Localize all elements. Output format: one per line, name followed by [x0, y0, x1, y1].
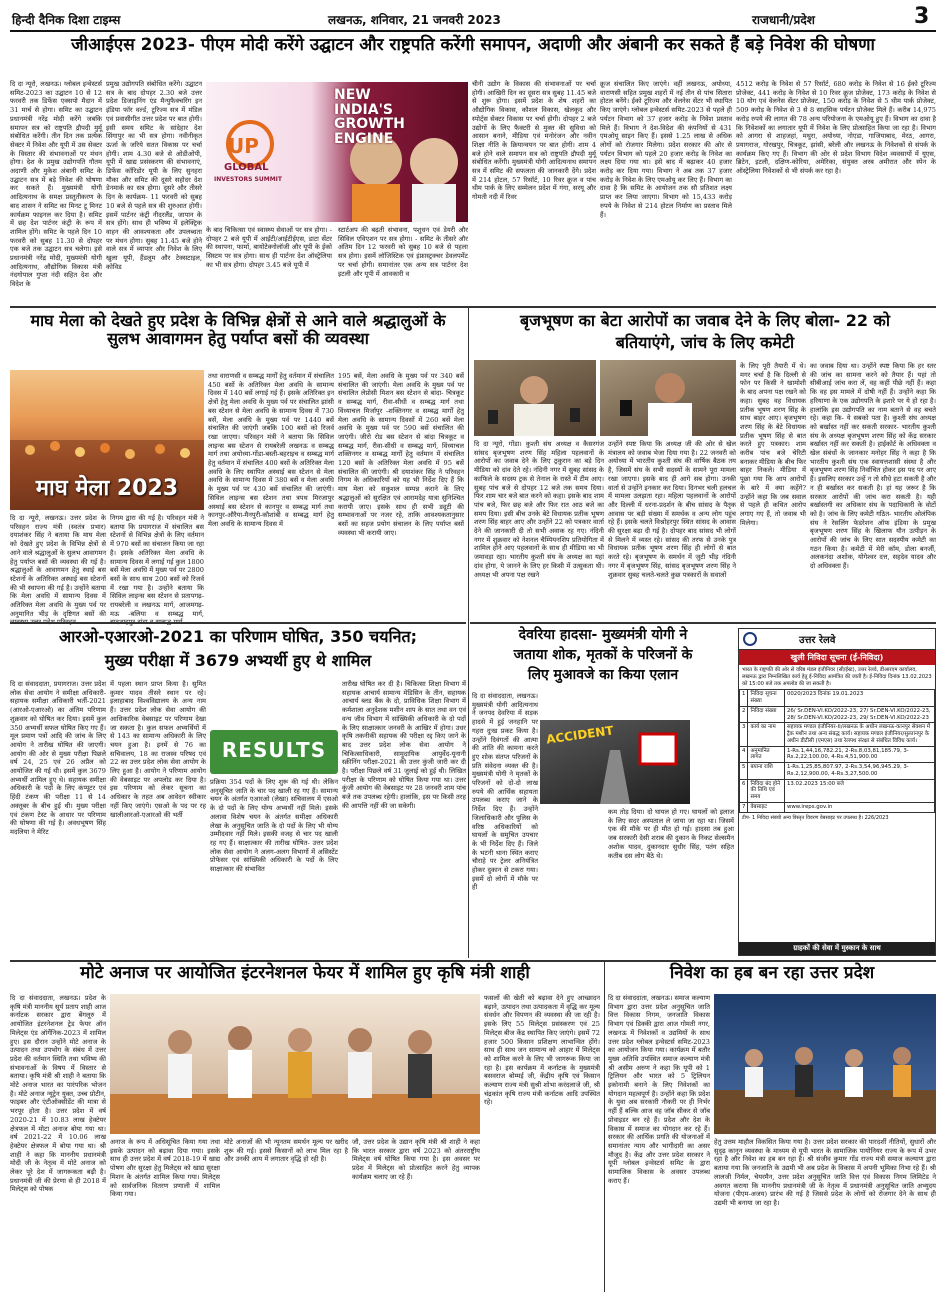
story3-column-1: दि दा न्यूरो, गोंडा। कुश्ती संघ अध्यक्ष व कैसरगंज सांसद बृजभूषण शरण सिंह महिला पहलवानों के आरोपों का जवाब देने के लिए ठ्रकुरान का बड़े दिन मीडिया को दांव देते रहे। नंदिनी नगर में सुबह सांसद के काफिले के सदस्य ट्रक से तेनाल के रास्ते में टीम आए। सुबह पांच बजे से दोपहर 12 बजे तक समय दिया। फिर शाम चार बजे बात करने को कहा। इसके बाद शाम पांच बजे, फिर छह बजे और फिर रात आठ बजे का समय दिया। इसी बीच उनके बेटे विधायक प्रतीक भूषण शरण सिंह बाहर आए और उन्होंने 22 को पत्रकार वार्ता देने की जानकारी दी तो सभी अवाक रह गए। नंदिनी नगर में शुक्रवार को नेशनल चैम्पियनशिप प्रतियोगिता में शामिल होने आए पहलवानों के साथ ही मीडिया का भी जमावड़ा रहा। भारतीय कुश्ती संघ के अध्यक्ष का यहां दांव होगा, ये जानने के लिए हर किसी में उत्सुकता थी। अध्यक्ष भी अपना पक्ष रखने	[474, 440, 604, 579]
section-name: राजधानी/प्रदेश	[752, 13, 815, 27]
story1-under-banner-2: स्टार्टअप की बढ़ती संभावना, पशुधन एवं डेयरी और सिविल एविएशन पर सत्र होगा। - समिट के तीसरे और अंतिम दिन 12 फरवरी को सुबह 10 बजे से पहला सत्र होगा। इसमें लॉजिस्टिक एवं इंफ्रास्ट्रक्चर डेवलपमेंट पर चर्चा होगी। समानांतर एक अन्य सत्र पार्टनर देश इटली और यूपी में आवकारी व	[338, 226, 468, 278]
tender-cell-value: 1-Rs.1,25,85,807.97, 2-Rs.3,54,96,945.29, 3-Rs.2,12,900.00, 4-Rs.3,27,500.00	[784, 763, 934, 780]
millet-fair-photo	[110, 994, 480, 1134]
story6-column-5: फसलों की खेती को बढ़ावा देने हुए आच्छादन बढ़ाने, उत्पादन तथा उत्पादकता में वृद्धि कर मूल्य संवर्धन और विपणन की व्यवस्था की जा रही है। इसके लिए 55 मिलेट्स प्रसंस्करण एवं 25 मिलेट्स बीज केंद्र स्थापित किए जाएंगे। इसमें 72 हजार 500 किसान प्रशिक्षण लाभान्वित होंगे। साथ ही साथ जन सामान्य को आहार में मिलेट्स को शामिल करने के लिए भी जागरूक किया जा रहा है। इस कार्यक्रम में कर्नाटक के मुख्यमंत्री बसवराज बोम्मई जी, केंद्रीय कृषि एवं किसान कल्याण राज्य मंत्री सुश्री शोभा करंदलाजे जी, श्री चंद्रकांत कृषि राज्य मंत्री कर्नाटक आदि उपस्थित रहे।	[484, 994, 600, 1107]
tender-cell-value: 1-Rs.1,44,16,782.21, 2-Rs.8,03,81,185.79, 3-Rs.2,22,100.00, 4-Rs.4,51,900.00	[784, 746, 934, 763]
tender-cell-label: निविदा संख्या	[748, 706, 785, 723]
brijbhushan-photo-2	[600, 360, 736, 436]
tender-cell-label: निविदा बंद होने की तिथि एवं समय	[748, 779, 785, 802]
story4-column-1: दि दा संवाददाता, प्रयागराज। उत्तर प्रदेश लोक सेवा आयोग ने समीक्षा अधिकारी-सहायक समीक्षा अधिकारी भर्ती-2021 (आरओ-एआरओ) का अंतिम परिणाम शुक्रवार को घोषित कर दिया। इसमें कुल 350 अभ्यर्थी सफल घोषित किए गए हैं। मूल प्रमाण पत्रों आदि की जांच के लिए आयोग ने तारीख घोषित की जाएगी। आयोग की ओर से मुख्य परीक्षा पिछले वर्ष 24, 25 एवं 26 अप्रैल को आयोजित की गई थी। इसमें कुल 3679 अभ्यर्थी शामिल हुए थे। सहायक समीक्षा अधिकारी के पदों के लिए कंप्यूटर एवं हिंदी टंकण की परीक्षा 11 से 14 अक्तूबर के बीच हुई थी। मुख्य परीक्षा एवं टंकण टेस्ट के आधार पर परिणाम की घोषणा की गई है। अवधभूषण सिंह मदलिया ने मेरिट	[10, 680, 106, 836]
tender-cell-value: 0020/2023 दिनांक 19.01.2023	[784, 690, 934, 707]
story3-headline-line1: बृजभूषण का बेटा आरोपों का जवाब देने के लिए बोला- 22 को	[520, 311, 890, 330]
vertical-divider-bottom	[604, 962, 605, 1292]
summit-logo-investors: INVESTORS SUMMIT	[214, 176, 283, 183]
accident-graphic	[540, 720, 690, 804]
magh-mela-caption: माघ मेला 2023	[35, 476, 179, 501]
divider-story3	[470, 622, 936, 624]
tender-slogan: ग्राहकों की सेवा में मुस्कान के साथ	[739, 942, 935, 955]
story4-headline-line1: आरओ-एआरओ-2021 का परिणाम घोषित, 350 चयनित;	[58, 627, 418, 646]
tender-row	[740, 690, 935, 707]
tender-table	[739, 689, 935, 812]
story1-under-banner-1: के बाद चिकित्सा एवं स्वास्थ्य सेवाओं पर सत्र होगा। - दोपहर 2 बजे यूपी में आईटी/आईटीईएस, डाटा सेंटर की स्थापना, फार्मा, बायोटेक्नोलॉजी और यूपी के ईको सिस्टम पर सत्र होगा। साथ ही पार्टनर देश ऑस्ट्रेलिया का भी सत्र होगा। दोपहर 3.45 बजे यूपी में	[206, 226, 332, 269]
tender-cell-label: कार्य का नाम	[748, 723, 785, 746]
story5-headline-line1: देवरिया हादसा- मुख्यमंत्री योगी ने	[518, 627, 688, 643]
story5-headline-line2: जताया शोक, मृतकों के परिजनों के	[513, 647, 693, 663]
summit-logo-up: UP	[228, 134, 259, 158]
stage-art	[714, 994, 936, 1134]
divider-story2	[10, 622, 466, 624]
tender-cell-no: 7	[740, 802, 748, 812]
results-label: RESULTS	[221, 738, 327, 762]
masthead	[10, 6, 936, 32]
story2-column-2: निगम द्वारा की गई है। परिवहन मंत्री ने बताया कि प्रयागराज में संचालित बस स्टेशनों से विभिन्न क्षेत्रों के लिए वर्तमान में 970 बसों का संचालन किया जा रहा है। इसके अतिरिक्त मेला अवधि के सामान्य दिवस में लगाई गई कुल 1800 बसें मेला अवधि में मुख्य पर्व पर 2800 बसों के साथ साथ 200 बसों को रिजर्व में रखा गया है। उन्होंने बताया कि सिविल लाइन्स बस स्टेशन से प्रतापगढ़-रायबरेली व लखनऊ मार्ग, आजमगढ़-मऊ -बलिया व सम्बद्ध मार्ग,	[110, 514, 204, 618]
story1-column-5: 4512 करोड़ के निवेश से 57 रिसॉर्ट, 680 करोड़ के निवेश से 16 ईको टूरिज्म प्रोजेक्ट, 441 करोड़ के निवेश से 10 रिवर क्रूज प्रोजेक्ट, 173 करोड़ के निवेश से 10 योग एवं वेलनेस सेंटर प्रोजेक्ट, 150 करोड़ के निवेश से 5 थीम पार्क प्रोजेक्ट, 509 करोड़ के निवेश से 3 से 8 साहसिक पर्यटन प्रोजेक्ट मिले हैं। करीब 14,975 करोड़ रुपये की लागत की 78 अन्य परियोजना के एमओयू हुए हैं। विभाग का दावा है कि निवेशकों का लगातार यूपी में निवेश के लिए प्रोत्साहित किया जा रहा है। विभाग को आगरा से शाहजहां, मथुरा, अयोध्या, नोएडा, गाजियाबाद, मेरठ, आगरा, प्रयागराज, गोरखपुर, चित्रकूट, झांसी, बरेली और लखनऊ के निवेशकों से संपर्क के कार्यक्रम किए गए हैं। विभाग की ओर से प्रदेश विभाग विदेश व्यवसायों में यूएस, ब्रिटेन, इटली, दक्षिण-कोरिया, अमेरिका, संयुक्त अरब अमीरात और स्पेन के ऑस्ट्रेलिया निवेशकों से भी संपर्क कर रहा है।	[736, 80, 936, 176]
tender-row	[740, 723, 935, 746]
story5-headline-line3: लिए मुआवजे का किया एलान	[527, 667, 679, 683]
tender-cell-value: www.ireps.gov.in	[784, 802, 934, 812]
accident-label: ACCIDENT	[545, 723, 615, 747]
press-scene-art-2	[600, 360, 736, 436]
story1-headline: जीआईएस 2023- पीएम मोदी करेंगे उद्घाटन और राष्ट्रपति करेंगी समापन, अदाणी और अंबानी कर सकते हैं बड़े निवेश की घोषणा	[71, 35, 875, 55]
tender-title: खुली निविदा सूचना (ई-निविदा)	[739, 650, 935, 665]
divider-story1	[10, 306, 936, 308]
dateline: लखनऊ, शनिवार, 21 जनवरी 2023	[328, 13, 501, 27]
tender-cell-no: 6	[740, 779, 748, 802]
story4-column-4: तारीख घोषित कर दी है। चिकित्सा शिक्षा विभाग में सहायक आचार्य सामान्य मेडिसिन के तीन, सहायक आचार्य ब्लड बैंक के दो, प्राविधिक शिक्षा विभाग में कर्मशाला अनुदेशक मशीन शाप के सात तथा वन एवं वन्य जीव विभाग में सांख्यिकी अधिकारी के दो पदों के लिए साक्षात्कार जनवरी के आखिर में होगा। उधर कृषि तकनीकी सहायक की परीक्षा रद्द किए जाने के बाद उत्तर प्रदेश लोक सेवा आयोग ने चिकित्साधिकारी, सामुदायिक आयुर्वेद-यूनानी स्क्रीनिंग परीक्षा-2021 की उत्तर कुंजी जारी कर दी है। परीक्षा पिछले वर्ष 31 जुलाई को हुई थी। लिखित परीक्षा के परिणाम को घोषित किया गया था। उत्तर कुंजी आयोग की वेबसाइट पर 28 जनवरी शाम पांच बजे तक उपलब्ध रहेगी। हालांकि, इस पर किसी तरह की आपत्ति नहीं की जा सकेगी।	[342, 680, 466, 810]
tender-cell-no: 3	[740, 723, 748, 746]
tender-footer: टीप- 1 निविदा संबंधी अन्य विस्तृत विवरण वेबसाइट पर उपलब्ध है। 226/2023	[742, 814, 889, 821]
tender-row	[740, 802, 935, 812]
story2-column-4: 195 बसें, मेला अवधि के मुख्य पर्व पर 340 बसें संचालित की जाएंगी। मेला अवधि के मुख्य पर्व पर संचालित लेप्रोसी मिशन बस स्टेशन से बांदा- चित्रकूट व सम्बद्ध मार्ग, रीवा-सीधी व सम्बद्ध मार्ग तथा विंध्याचल मिर्जापुर -शक्तिनगर व सम्बद्ध मार्गों हेतु मेला अवधि के सामान्य दिवसों में 260 बसें मेला अवधि के मुख्य पर्व पर 590 बसें संचालित की जाएंगी। जीरो रोड बस स्टेशन से बांदा चित्रकूट व सम्बद्ध मार्ग, रीवा-सीधी व सम्बद्ध मार्ग, विंध्याचल शक्तिनगर व सम्बद्ध मार्गों हेतु वर्तमान में संचालित 120 बसों के अतिरिक्त मेला अवधि में 95 बसें संचालित की जाएंगी। श्री दयाशंकर सिंह ने परिवहन निगम के अधिकारियों को यह भी निर्देश दिए हैं कि माघ मेला को सकुशल सम्पन्न कराने के लिए श्रद्धालुओं को सुरक्षित एवं आरामदेह यात्रा सुनिश्चित करायी जाए। इसके साथ ही सभी ड्यूटी की सम्भावनाओं पर नजर रहे, ताकि आवश्यकतानुसार बसों का सहज प्रयोग संचालन के लिए पर्याप्त बसों व्यवस्था भी करायी जाए।	[338, 372, 464, 537]
story5-column-1: दि दा संवाददाता, लखनऊ। मुख्यमंत्री योगी आदित्यनाथ ने जनपद देवरिया में सड़क हादसे में हुई जनहानि पर गहरा दुःख प्रकट किया है। उन्होंने दिवंगतों की आत्मा की शांति की कामना करते हुए शोक संतप्त परिजनों के प्रति संवेदना व्यक्त की है। मुख्यमंत्री योगी ने मृतकों के परिजनों को दो-दो लाख रुपये की आर्थिक सहायता उपलब्ध कराए जाने के निर्देश दिए हैं। उन्होंने जिलाधिकारी और पुलिस के वरिष्ठ अधिकारियों को घायलों के समुचित उपचार के भी निर्देश दिए हैं। जिले के भटनी थाना स्थित कराए चौराहे पर ट्रेलर अनियंत्रित होकर दुकान से टकरा गया। इसमें दो लोगों में मौके पर ही	[472, 692, 538, 892]
tender-row	[740, 779, 935, 802]
tender-cell-no: 4	[740, 746, 748, 763]
paper-name: हिन्दी दैनिक दिशा टाइम्स	[12, 13, 121, 27]
tender-header	[739, 629, 935, 650]
story1-column-2: प्रमुख उद्योगपति संबोधित करेंगे। उद्घाटन सत्र के बाद दोपहर 2.30 बजे उत्तर प्रदेश डिजाइनिंग एंड मैन्युफैक्चरिंग इन इंडिया फॉर वर्ल्ड, टूरिज्म सत्र में मंडिल एवं प्रवासीगीत उत्तर प्रदेश पर बात होगी। इसी समय समिट के सांदेहार देश सिंगापुर का भी सत्र होगा। नवीनीकृत ऊर्जा के जरिये सतत विकास पर चर्चा होगी। शाम 4.30 बजे से ओडीओपी, यूपी में खाद्य प्रसंस्करण की संभावनाएं, डिफेंस कॉरिडोर यूपी के लिए सुनहरा मौका और समिट की दूसरे सहोदर देश डेनमार्क का सत्र होगा। दूसरे और तीसरे दिन के कार्यक्रम- 11 फरवरी को सुबह 10 बजे से पहले सत्र की शुरुआत होगी। इसमें पार्टनर कंट्री नीदरलैंड, जापान के सत्र होंगे। साथ ही भविष्य में इलेक्ट्रिक वाहन की आवश्यकता और उपलब्धता पर मंथन होगा। सुबह 11.45 बजे होने वाले सत्र में व्यापार और निवेश के लिए खुला यूपी, हैंडलूम और टेक्सटाइल, कोविड	[106, 80, 202, 271]
story6-column-1: दि दा संवाददाता, लखनऊ। प्रदेश के कृषि मंत्री माननीय सूर्य प्रताप शाही आज कर्नाटक सरकार द्वारा बेंगलूरु में आयोजित इंटरनेशनल ट्रेड फेयर ऑन मिलेट्स एंड ऑर्गेनिक-2023 में शामिल हुए। इस दौरान उन्होंने मोटे अनाज के उत्पादन तथा उपभोग के संबंध में उत्तर प्रदेश की वर्तमान स्थिति तथा भविष्य की संभावनाओं के विषय में विस्तार से बताया। कृषि मंत्री श्री शाही ने बताया कि मोटे अनाज भारत का पारंपरिक भोजन है। मोटे अनाज न्यूट्रेन युक्त, उच्च प्रोटीन, फाइबर और एंटीऑक्सीडेंट की मात्रा से भरपूर होता है। उत्तर प्रदेश में वर्ष 2020-21 में 10.83 लाख हेक्टेयर क्षेत्रफल में मोटा अनाज बोया गया था। वर्ष 2021-22 में 10.06 लाख हेक्टेयर क्षेत्रफल में बोया गया था। श्री शाही ने कहा कि माननीय प्रधानमंत्री मोदी जी के नेतृत्व में मोटे अनाज को लेकर पूरे देश में जागरूकता बढ़ी है। प्रधानमंत्री जी की प्रेरणा से ही 2018 में मिलेट्स को पोषक	[10, 994, 106, 1194]
ministers-art	[110, 994, 480, 1134]
story7-column-1: दि दा संवाददाता, लखनऊ। समाज कल्याण विभाग द्वारा उत्तर प्रदेश अनुसूचित जाति वित्त विकास निगम, जनजाति विकास विभाग एवं डिक्की द्वारा आज गोमती नगर, लखनऊ में निवेशकों व उद्यमियों के साथ उत्तर प्रदेश ग्लोबल इन्वेस्टर्स समिट-2023 का आयोजन किया गया। कार्यक्रम में बतौर मुख्य अतिथि उपस्थित समाज कल्याण मंत्री श्री असीम अरुण ने कहा कि यूपी को 1 ट्रिलियन और भारत को 5 ट्रिलियन इकोनामी बनाने के लिए निवेशकों का योगदान महत्वपूर्ण है। उन्होंने कहा कि प्रदेश के युवा अब सरकारी नौकरी पर ही निर्भर नहीं हैं बल्कि आज वह जॉब सीकर से जॉब प्रोवाइडर बन रहे हैं। प्रदेश और देश के विकास में समाज का योगदान कर रहे हैं। सरकार की आर्थिक प्रगति की योजनाओं में समानांतर न्याय और भागीदारी का असर मौजूद है। केंद्र और उत्तर प्रदेश सरकार ने यूपी ग्लोबल इन्वेस्टर्स समिट के द्वारा सामाजिक विकास के अवसर उपलब्ध कराए हैं।	[608, 994, 710, 1185]
story3-column-4: का जवाब दिया था। उन्होंने स्पष्ट किया कि हर स्तर की जांच का सामना करने को तैयार हैं। यहां तो सीबीआई जांच करा लें, वह कहीं पीछे नहीं हैं। कहा कि वह इस मामले में दोषी नहीं हैं। उन्होंने कहा कि हरियाणा के एक उद्योगपति के इशारे पर ये हो रहा है। हालांकि इस उद्योगपति का नाम बताने से वह बचते रहे। कहा कि- ये सबको पता है। कुश्ती संघ अध्यक्ष को बर्खास्त नहीं कर सकती सरकार- भारतीय कुश्ती संघ के अध्यक्ष बृजभूषण शरण सिंह को केंद्र सरकार बर्खास्त नहीं कर सकती है। हाईकोर्ट के अधिवक्ता व खेल संबंधों के जानकार मनोहर सिंह ने कहा है कि भारतीय कुश्ती संघ एक स्वायत्तशासी संस्था है और बृजभूषण शरण सिंह निर्वाचित होकर इस पद पर आए हैं। इसलिए सरकार उन्हें न तो सीधे हटा सकती है और न ही बर्खास्त कर सकती है। हां यह जरूर है कि सरकार आरोपों की जांच करा सकती है। यही बर्खास्तगी का अधिकार संघ के पदाधिकारी के वोटों को है। जांच के लिए कमेटी गठित- भारतीय ओलंपिक संघ ने रेसलिंग फेडरेशन ऑफ इंडिया के प्रमुख बृजभूषण शरण सिंह के खिलाफ यौन उत्पीड़न के आरोपों की जांच के लिए सात सदस्यीय कमेटी का गठन किया है। कमेटी में मेरी कॉम, डोला बनर्जी, अलकनंदा अशोक, योगेश्वर दत्त, सहदेव यादव और दो अधिवक्ता हैं।	[810, 362, 936, 571]
press-scene-art	[474, 360, 596, 436]
tender-cell-value: 26/ Sr.DEN-VI.KO/2022-23, 27/ Sr.DEN-VI.KO/2022-23, 28/ Sr.DEN-VI.KO/2022-23, 29/ Sr.DEN-VI.KO/2022-23	[784, 706, 934, 723]
story2-column-1: दि दा न्यूरो, लखनऊ। उत्तर प्रदेश के परिवहन राज्य मंत्री (स्वतंत्र प्रभार) दयाशंकर सिंह ने बताया कि माघ मेला को देखते हुए प्रदेश के विभिन्न क्षेत्रों से आने वाले श्रद्धालुओं के सुलभ आवागमन हेतु पर्याप्त बसों की व्यवस्था की गई है। श्रद्धालुओं के आवागमन हेतु स्थाई बस स्टेशनों के अतिरिक्त अस्थाई बस स्टेशनों की भी स्थापना की गई है। उन्होंने बताया कि मेला अवधि में सामान्य दिवस में अतिरिक्त मेला अवधि के मुख्य पर्व पर अनुमानित भीड़ के दृष्टिगत बसों की	[10, 514, 106, 618]
tender-cell-no: 1	[740, 690, 748, 707]
tender-cell-label: वेबसाइट	[748, 802, 785, 812]
story2-headline: माघ मेला को देखते हुए प्रदेश के विभिन्न क्षेत्रों से आने वाले श्रद्धालुओं के सुलभ आवागमन हेतु पर्याप्त बसों की व्यवस्था	[30, 311, 446, 348]
vertical-divider-middle	[468, 308, 469, 958]
brijbhushan-photo-1	[474, 360, 596, 436]
story6-column-2: अनाज के रूप में अधिसूचित किया गया तथा इसके उत्पादन को बढ़ावा दिया गया। इसके साथ ही उत्तर प्रदेश में वर्ष 2018-19 में खाद्य पोषण और सुरक्षा हेतु मिलेट्स को खाद्य सुरक्षा मिशन के अंतर्गत शामिल किया गया। मिलेट्स को सार्वजनिक वितरण प्रणाली में शामिल किया गया।	[110, 1138, 220, 1199]
railway-name: उत्तर रेलवे	[799, 635, 836, 646]
story6-column-3: मोटे अनाजों की भी न्यूनतम समर्थन मूल्य पर खरीद शुरू की गई। इससे किसानों को लाभ मिल रहा है और उनकी आय में लगातार वृद्धि हो रही है।	[224, 1138, 348, 1164]
summit-tagline-2: INDIA'S	[334, 101, 393, 118]
story3-column-3: के लिए पूरी तैयारी में थे। मगर चर्चा है कि दिल्ली से फोन पर किसी ने खामोशी के बाद अपना पक्ष रखने को कहा। सुबह वह विधायक प्रतीक भूषण शरण सिंह के साथ बाहर आए। बृजभूषण शरण सिंह के बेटे विधायक प्रतीक भूषण सिंह से बात करते हुए पत्रकार। शाम करीब पांच बजे चेरिटी बनाकर मीडिया के बीच फिर बाहर निकले। मीडिया में पूछा गया कि आप आरोपों के बारे में क्या कहेंगे? उन्होंने कहा कि जब सवाल से पहले ही कथित आरोप लगाए गए हैं, तो जवाब भी मिलेगा।	[740, 362, 806, 527]
tender-notice	[738, 628, 936, 956]
divider-story4-5	[10, 960, 936, 962]
story5-column-2: कम तोड़ दिया। दो घायल हो गए। घायलों को इलाज के लिए सदर अस्पताल ले जाया जा रहा था। जिसमें एक की मौके पर ही मौत हो गई। हादसा तब हुआ जब सरकारी देसी शराब की दुकान के निकट सेल्समैन अशोक यादव, दुकानदार सुधीर सिंह, पतंग सहित कतीब दस लोग बैठे थे।	[608, 808, 734, 860]
railway-logo-icon	[743, 632, 757, 646]
summit-tagline-4: ENGINE	[334, 131, 394, 148]
story6-headline: मोटे अनाज पर आयोजित इंटरनेशनल फेयर में शामिल हुए कृषि मंत्री शाही	[80, 963, 530, 983]
tender-cell-value: 13.02.2023 15:00 बजे	[784, 779, 934, 802]
story1-column-4: क्रूज संचालित किए जाएंगे। वहीं लखनऊ, अयोध्या, वाराणसी सहित प्रमुख शहरों में नई तीन से पांच सितारा होटल बनेंगे। ईको टूरिज्म और वेलनेस सेंटर भी स्थापित किए जाएंगे। ग्लोबल इन्वेस्टर्स समिट-2023 से पहले ही पर्यटन विभाग को 37 हजार करोड़ के निवेश प्रस्ताव मिले हैं। विभाग ने देश-विदेश की कंपनियों से 431 एमओयू साइन किए हैं। इससे 1.25 लाख से अधिक लोगों को रोजगार मिलेगा। प्रदेश सरकार की ओर से पर्यटन विभाग को पहले 20 हजार करोड़ के निवेश का लक्ष्य दिया गया था। इसे बाद में बढ़ाकर 40 हजार करोड़ कर दिया गया। विभाग ने अब तक 37 हजार करोड़ के निवेश के लिए एमओयू कर लिए हैं। विभाग का दावा है कि समिट के आयोजन तक सौ प्रतिशत लक्ष्य प्राप्त कर लिया जाएगा। विभाग को 15,433 करोड़ रुपये के निवेश से 214 होटल निर्माण का प्रस्ताव मिले हैं।	[600, 80, 732, 219]
tender-intro: भारत के राष्ट्रपति की ओर से वरिष्ठ मंडल इंजीनियर (सी/ईस्ट), उत्तर रेलवे, डीआरएम कार्यालय, लखनऊ द्वारा निम्नलिखित कार्य हेतु ई-निविदा आमंत्रित की जाती है। ई-निविदा दिनांक 13.02.2023 को 15:00 बजे तक अपलोड की जा सकती है।	[742, 667, 932, 687]
summit-logo-global: GLOBAL	[224, 162, 269, 173]
tender-cell-no: 2	[740, 706, 748, 723]
story1-column-1: दि दा न्यूरो, लखनऊ। ग्लोबल इन्वेस्टर्स समिट-2023 का उद्घाटन 10 से 12 फरवरी तक डिफेंस एक्सपो मैदान में 31 मार्च से होगा। समिट का उद्घाटन प्रधानमंत्री नरेंद्र मोदी करेंगे जबकि समापन सत्र को राष्ट्रपति द्रौपदी मुर्मू संबोधित करेंगी। तीन दिन तक प्रत्येक सेक्टर में निवेश और यूपी में उस सेक्टर के विस्तार की संभावनाओं पर मंथन होगा। देश के प्रमुख उद्योगपति गौतम अदाणी और मुकेश अंबानी समिट के उद्घाटन सत्र में बड़े निवेश की घोषणा कर सकते हैं। मुख्यमंत्री योगी आदित्यनाथ के समक्ष प्रस्तुतीकरण के बाद शासन ने समिट का मिनट टू मिनट कार्यक्रम फाइनल कर दिया है। समिट में छह देश पार्टनर कंट्री के रूप में शामिल होंगे। समिट के पहले दिन 10 फरवरी को सुबह 11.30 से दोपहर एक बजे तक उद्घाटन सत्र चलेगा। इसे प्रधानमंत्री नरेंद्र मोदी, मुख्यमंत्री योगी आदित्यनाथ, औद्योगिक विकास मंत्री नंदगोपाल गुप्ता नंदी सहित देश और विदेश के	[10, 80, 102, 289]
tender-cell-label: अनुमानित लागत	[748, 746, 785, 763]
story3-column-2: उन्होंने स्पष्ट किया कि अध्यक्ष जी की ओर से खेल मंत्रालय को जवाब भेजा दिया गया है। 22 जनवरी को अयोध्या में भारतीय कुश्ती संघ की वार्षिक बैठक तय है, जिसमें संघ के सभी सदस्यों के सामने पूरा मामला रखा जाएगा। इसके बाद ही आगे सब होगा। उनकी वार्ता से उन्होंने इनकार कर दिया। दिनभर चली हलचल में मामला उलझता रहा। महिला पहलवानों के आरोपों और दिल्ली में धरना-प्रदर्शन के बीच सांसद के पैतृक आवास पर बड़ी संख्या में समर्थक व अन्य लोग पहुंच रहे हैं। इसके चलते विश्नोहरपुर स्थित सांसद के आवास की सुरक्षा बढ़ा दी गई है। दोपहर बाद सांसद भी लोगों से मिलने में व्यस्त रहे। सांसद की तरफ से उनके पुत्र विधायक प्रतीक भूषण शरण सिंह ही लोगों से बात करते रहे। बृजभूषण के समर्थन में जुटी भीड़ नंदिनी नगर में बृजभूषण सिंह, सांसद बृजभूषण शरण सिंह ने शुक्रवार सुबह चलते-चलते कुछ पत्रकारों के सवालों	[608, 440, 736, 579]
investment-event-photo	[714, 994, 936, 1134]
tender-row	[740, 763, 935, 780]
story7-headline: निवेश का हब बन रहा उत्तर प्रदेश	[669, 963, 875, 983]
tender-cell-label: बयाना राशि	[748, 763, 785, 780]
tender-cell-label: निविदा सूचना संख्या	[748, 690, 785, 707]
summit-tagline-3: GROWTH	[334, 116, 405, 133]
story1-column-3: चीनी उद्योग के विकास की संभावनाओं पर चर्चा होगी। आखिरी दिन का दूसरा सत्र सुबह 11.45 बजे से शुरू होगा। इसमें प्रदेश के शेष शहरों का औद्योगिक विकास, कौशल विकास, खेलकूद और स्पोर्ट्स सेक्टर विकास पर चर्चा होगी। दोपहर 2 बजे उद्योगों के लिए फैक्टरी से मुक्त की सुविधा को आसान बनाने, मीडिया एवं मनोरंजन और नवीन शिक्षा नीति के क्रियान्वयन पर बात होगी। शाम 4 बजे होने वाले समापन सत्र को राष्ट्रपति द्रौपदी मुर्मू संबोधित करेंगी। मुख्यमंत्री योगी आदित्यनाथ समापन सत्र में समिट की सफलता की जानकारी देंगे। प्रदेश में 214 होटल, 57 रिसॉर्ट, 10 रिवर क्रूज व पांच थीम पार्क के लिए सम्मेलन प्रदेश में गंगा, सरयू और गोमती नदी में रिवर	[472, 80, 596, 202]
summit-banner	[206, 82, 468, 222]
summit-tagline-1: NEW	[334, 87, 371, 103]
story4-column-2: में पहला स्थान प्राप्त किया है। सुमित कुमार यादव तीसरे स्थान पर रहे। इलाहाबाद विश्वविद्यालय के अन्य नाम हैं। उत्तर प्रदेश लोक सेवा आयोग की आधिकारिक वेबसाइट पर परिणाम देखा जा सकता है। कुल सफल अभ्यर्थियों में से 143 का सामान्य अधिकारी के लिए चयन हुआ है। इनमें से 76 का सचिवालय, 18 का राजस्व परिषद एवं 22 का उत्तर प्रदेश लोक सेवा आयोग के लिए हुआ है। आयोग ने परिणाम आयोग की वेबसाइट पर अपलोड कर दिया है। इस परिणाम को लेकर सूचना का अधिकार के तहत अब आवेदन स्वीकार नहीं किए जाएंगे। एसओ के पद पर रह खालीआरओ-एआरओ की भर्ती	[110, 680, 206, 819]
summit-tagline	[334, 88, 466, 147]
story2-column-3: तथा वाराणसी व सम्बद्ध मार्गों हेतु वर्तमान में संचालित 450 बसों के अतिरिक्त मेला अवधि के सामान्य दिवस में 140 बसें लगाई गई हैं। इसके अतिरिक्त इन क्षेत्रों हेतु मेला अवधि के मुख्य पर्व पर संचालित झांसी बस स्टेशन से मेला अवधि के सामान्य दिवस में 730 बसें, मेला अवधि के मुख्य पर्व पर 1440 बसें संचालित की जाएंगी जबकि 100 बसों को रिजर्व रखा जाएगा। परिवहन मंत्री ने बताया कि सिविल लाइन्स बस स्टेशन से रायबरेली लखनऊ व सम्बद्ध मार्ग तथा अयोध्या-गोंडा-बस्ती-बहराइच व सम्बद्ध मार्ग हेतु वर्तमान में संचालित 400 बसों के अतिरिक्त मेला अवधि के लिए स्थापित अस्थाई बस स्टेशन से मेला अवधि के सामान्य दिवस में 380 बसें व मेला अवधि के मुख्य पर्व पर 430 बसें संचालित की जाएंगी। सिविल लाइन्स बस स्टेशन तथा त्रपथ मिरजापुर अस्थाई बस स्टेशन से कानपुर व सम्बद्ध मार्ग तथा कानपुर-औरैया-मैनपुरी-कौशांबी व सम्बद्ध मार्ग हेतु मेला अवधि के सामान्य दिवस में	[208, 372, 334, 528]
magh-mela-photo	[10, 370, 204, 510]
page-number: 3	[914, 4, 930, 29]
story4-headline-line2: मुख्य परीक्षा में 3679 अभ्यर्थी हुए थे शामिल	[104, 651, 372, 670]
story6-column-4: जौ, उत्तर प्रदेश के उद्यान कृषि मंत्री श्री शाही ने कहा कि भारत सरकार द्वारा वर्ष 2023 को अंतरराष्ट्रीय मिलेट्स वर्ष घोषित किया गया है। इस अवसर पर प्रदेश में मिलेट्स को प्रोत्साहित करने हेतु व्यापक कार्यक्रम चलाए जा रहे हैं।	[352, 1138, 480, 1181]
story3-headline-line2: बतियाएंगे, जांच के लिए कमेटी	[615, 333, 795, 352]
story4-column-3: प्रक्रिया 354 पदों के लिए शुरू की गई थी। लेकिन अनुसूचित जाति के चार पद खाली रह गए हैं। सामान्य चयन के अंतर्गत एआरओ (लेखा) सचिवालय में एसओ के दो पदों के लिए योग्य अभ्यर्थी नहीं मिले। इसके अलावा विशेष चयन के अंतर्गत समीक्षा अधिकारी लेखा के अनुसूचित जाति के दो पदों के लिए भी योग्य उम्मीदवार नहीं मिले। इसकी वजह से चार पद खाली रह गए हैं। साक्षात्कार की तारीख घोषित- उत्तर प्रदेश लोक सेवा आयोग ने अलग-अलग विभागों में असिस्टेंट प्रोफेसर एवं सांख्यिकी अधिकारी के पदों के लिए साक्षात्कार की संभावित	[210, 778, 338, 874]
tender-cell-value: सहायक मण्डल इंजीनियर-II/लखनऊ के अधीन लखनऊ-कानपुर सेक्शन में ट्रैक मशीन तथा अन्य संबद्ध कार्य। सहायक मण्डल इंजीनियर/सुल्तानपुर के अधीन डीटीसी (एमएस) तथा रेलपथ संरक्षा से संबंधित विविध कार्य।	[784, 723, 934, 746]
tender-cell-no: 5	[740, 763, 748, 780]
tender-row	[740, 746, 935, 763]
tender-row	[740, 706, 935, 723]
results-graphic	[210, 730, 338, 774]
story7-column-2: हेतु उत्तम माहौल विकसित किया गया है। उत्तर प्रदेश सरकार की पारदर्शी नीतियों, सुधारों और सुदृढ़ कानून व्यवस्था के माध्यम से यूपी भारत के सामाजिक पायोनियर राज्य के रूप में उभर रहा है और निवेश का हब बन रहा है। श्री संजीव कुमार गोंड राज्य मंत्री समाज कल्याण द्वारा बताया गया कि जनजाति के उद्यमी भी अब प्रदेश के विकास में अपनी भूमिका निभा रहे हैं। श्री लालजी निर्मल, चेयरमैन, उत्तर प्रदेश अनुसूचित जाति वित्त एवं विकास निगम लिमिटेड ने अवगत कराया कि माननीय प्रधानमंत्री जी के नेतृत्व में प्रधानमंत्री अनुसूचित जाति अभ्युदय योजना (पीएम-अजय) प्रारंभ की गई है जिससे प्रदेश के लोगों को रोजगार देने के साथ ही उद्यमी भी बनाया जा रहा है।	[714, 1138, 936, 1207]
